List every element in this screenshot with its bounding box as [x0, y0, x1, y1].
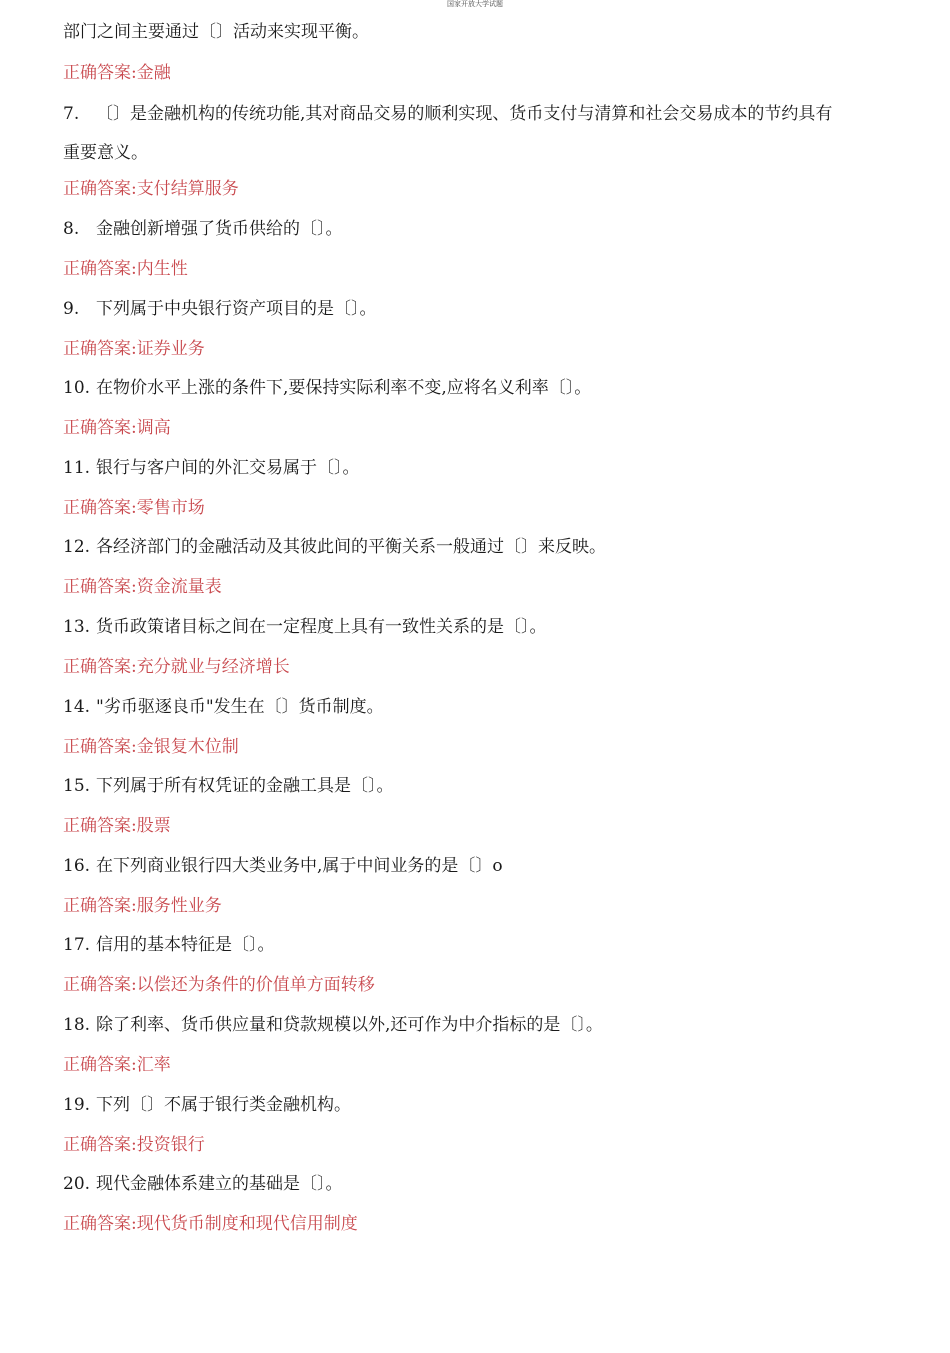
answer-16: 正确答案:服务性业务 [63, 896, 222, 916]
answer-10: 正确答案:调高 [63, 418, 171, 438]
answer-19: 正确答案:投资银行 [63, 1135, 205, 1155]
question-19 [63, 1093, 351, 1117]
answer-15: 正确答案:股票 [63, 816, 171, 836]
question-10 [63, 376, 591, 400]
question-text: 在物价水平上涨的条件下,要保持实际利率不变,应将名义利率〔〕。 [96, 378, 592, 398]
question-number: 14. [63, 697, 91, 717]
answer-20: 正确答案:现代货币制度和现代信用制度 [63, 1214, 358, 1234]
answer-13: 正确答案:充分就业与经济增长 [63, 657, 290, 677]
question-text: 下列〔〕不属于银行类金融机构。 [96, 1095, 351, 1115]
question-text: "劣币驱逐良币"发生在〔〕货币制度。 [96, 697, 384, 717]
question-number: 7. [63, 104, 80, 124]
answer-12: 正确答案:资金流量表 [63, 577, 222, 597]
question-text: 信用的基本特征是〔〕。 [96, 935, 275, 955]
question-number: 11. [63, 458, 91, 478]
question-text: 下列属于所有权凭证的金融工具是〔〕。 [96, 776, 394, 796]
question-text: 在下列商业银行四大类业务中,属于中间业务的是〔〕o [96, 856, 503, 876]
question-14 [63, 695, 384, 719]
question-number: 12. [63, 537, 91, 557]
answer-9: 正确答案:证券业务 [63, 339, 205, 359]
question-number: 9. [63, 299, 80, 319]
question-number: 19. [63, 1095, 91, 1115]
question-18 [63, 1013, 603, 1037]
question-8 [63, 217, 343, 241]
answer-7: 正确答案:支付结算服务 [63, 179, 239, 199]
question-number: 16. [63, 856, 91, 876]
question-text: 金融创新增强了货币供给的〔〕。 [96, 219, 343, 239]
answer-14: 正确答案:金银复木位制 [63, 737, 239, 757]
answer-11: 正确答案:零售市场 [63, 498, 205, 518]
question-text: 各经济部门的金融活动及其彼此间的平衡关系一般通过〔〕来反映。 [96, 537, 606, 557]
page-header: 国家开放大学试题 [447, 0, 503, 8]
question-number: 15. [63, 776, 91, 796]
question-11 [63, 456, 360, 480]
question-text: 下列属于中央银行资产项目的是〔〕。 [96, 299, 377, 319]
answer-18: 正确答案:汇率 [63, 1055, 171, 1075]
question-text: 〔〕是金融机构的传统功能,其对商品交易的顺利实现、货币支付与清算和社会交易成本的节约具有 [96, 104, 833, 124]
question-text: 现代金融体系建立的基础是〔〕。 [96, 1174, 343, 1194]
question-20 [63, 1172, 343, 1196]
intro-question-tail: 部门之间主要通过〔〕活动来实现平衡。 [63, 22, 369, 42]
question-number: 8. [63, 219, 80, 239]
question-text: 除了利率、货币供应量和贷款规模以外,还可作为中介指标的是〔〕。 [96, 1015, 603, 1035]
answer-8: 正确答案:内生性 [63, 259, 188, 279]
question-7-continuation: 重要意义。 [63, 143, 148, 163]
question-17 [63, 933, 275, 957]
question-15 [63, 774, 394, 798]
question-16 [63, 854, 503, 878]
answer-17: 正确答案:以偿还为条件的价值单方面转移 [63, 975, 375, 995]
question-text: 银行与客户间的外汇交易属于〔〕。 [96, 458, 360, 478]
question-number: 13. [63, 617, 91, 637]
intro-answer: 正确答案:金融 [63, 63, 171, 83]
question-12 [63, 535, 606, 559]
question-number: 10. [63, 378, 91, 398]
question-text: 货币政策诸目标之间在一定程度上具有一致性关系的是〔〕。 [96, 617, 547, 637]
question-number: 18. [63, 1015, 91, 1035]
question-7 [63, 102, 832, 126]
question-13 [63, 615, 547, 639]
question-9 [63, 297, 377, 321]
question-number: 17. [63, 935, 91, 955]
question-number: 20. [63, 1174, 91, 1194]
